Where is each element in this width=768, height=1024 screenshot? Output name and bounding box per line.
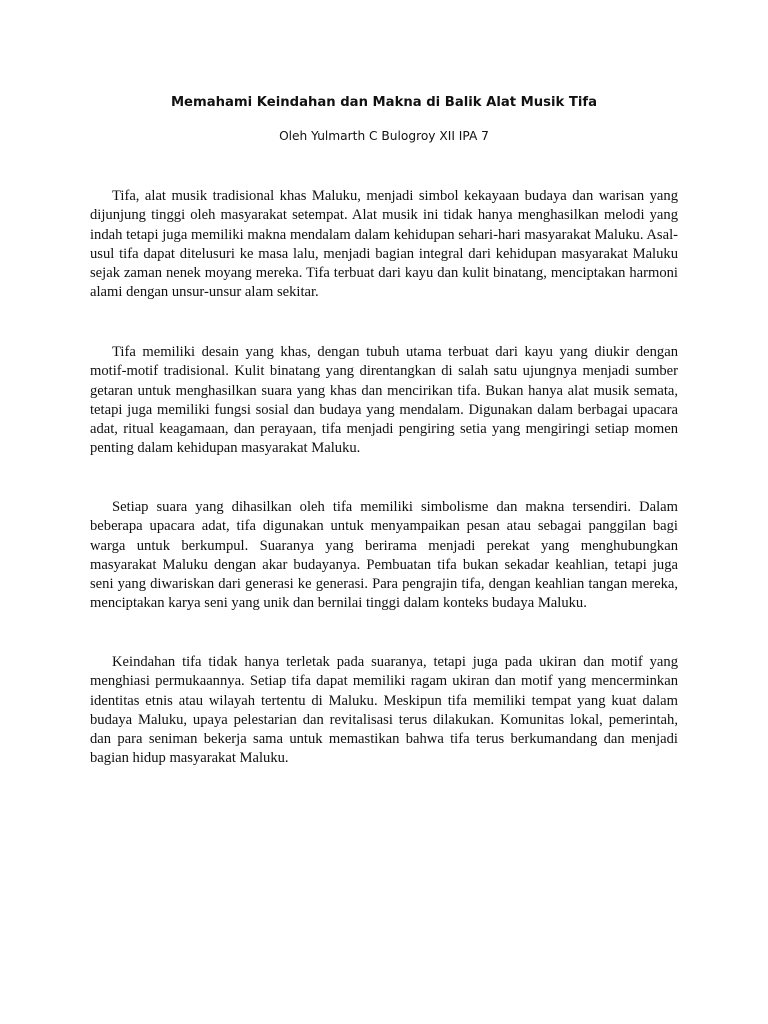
paragraph-4: Keindahan tifa tidak hanya terletak pada suaranya, tetapi juga pada ukiran dan motif yang menghiasi permukaannya. Setiap tifa dapat memiliki ragam ukiran dan motif yang mencerminkan identitas etnis atau wilayah tertentu di Maluku. Meskipun tifa memiliki tempat yang kuat dalam budaya Maluku, upaya pelestarian dan revitalisasi terus dilakukan. Komunitas lokal, pemerintah, dan para seniman bekerja sama untuk memastikan bahwa tifa terus berkumandang dan menjadi bagian hidup masyarakat Maluku. <box>90 654 678 767</box>
paragraph-1: Tifa, alat musik tradisional khas Maluku, menjadi simbol kekayaan budaya dan warisan yang dijunjung tinggi oleh masyarakat setempat. Alat musik ini tidak hanya menghasilkan melodi yang indah tetapi juga memiliki makna mendalam dalam kehidupan sehari-hari masyarakat Maluku. Asal-usul tifa dapat ditelusuri ke masa lalu, menjadi bagian integral dari kehidupan masyarakat Maluku sejak zaman nenek moyang mereka. Tifa terbuat dari kayu dan kulit binatang, menciptakan harmoni alami dengan unsur-unsur alam sekitar. <box>90 188 678 301</box>
document-author: Oleh Yulmarth C Bulogroy XII IPA 7 <box>279 129 489 143</box>
paragraph-2: Tifa memiliki desain yang khas, dengan tubuh utama terbuat dari kayu yang diukir dengan motif-motif tradisional. Kulit binatang yang direntangkan di salah satu ujungnya menjadi sumber getaran untuk menghasilkan suara yang khas dan mencirikan tifa. Bukan hanya alat musik semata, tetapi juga memiliki fungsi sosial dan budaya yang mendalam. Digunakan dalam berbagai upacara adat, ritual keagamaan, dan perayaan, tifa menjadi pengiring setia yang mengiringi setiap momen penting dalam kehidupan masyarakat Maluku. <box>90 344 678 457</box>
document-title: Memahami Keindahan dan Makna di Balik Alat Musik Tifa <box>170 95 598 110</box>
paragraph-3: Setiap suara yang dihasilkan oleh tifa memiliki simbolisme dan makna tersendiri. Dalam beberapa upacara adat, tifa digunakan untuk menyampaikan pesan atau sebagai panggilan bagi warga untuk berkumpul. Suaranya yang berirama menjadi perekat yang menghubungkan masyarakat Maluku dengan akar budayanya. Pembuatan tifa bukan sekadar keahlian, tetapi juga seni yang diwariskan dari generasi ke generasi. Para pengrajin tifa, dengan keahlian tangan mereka, menciptakan karya seni yang unik dan bernilai tinggi dalam konteks budaya Maluku. <box>90 499 678 612</box>
